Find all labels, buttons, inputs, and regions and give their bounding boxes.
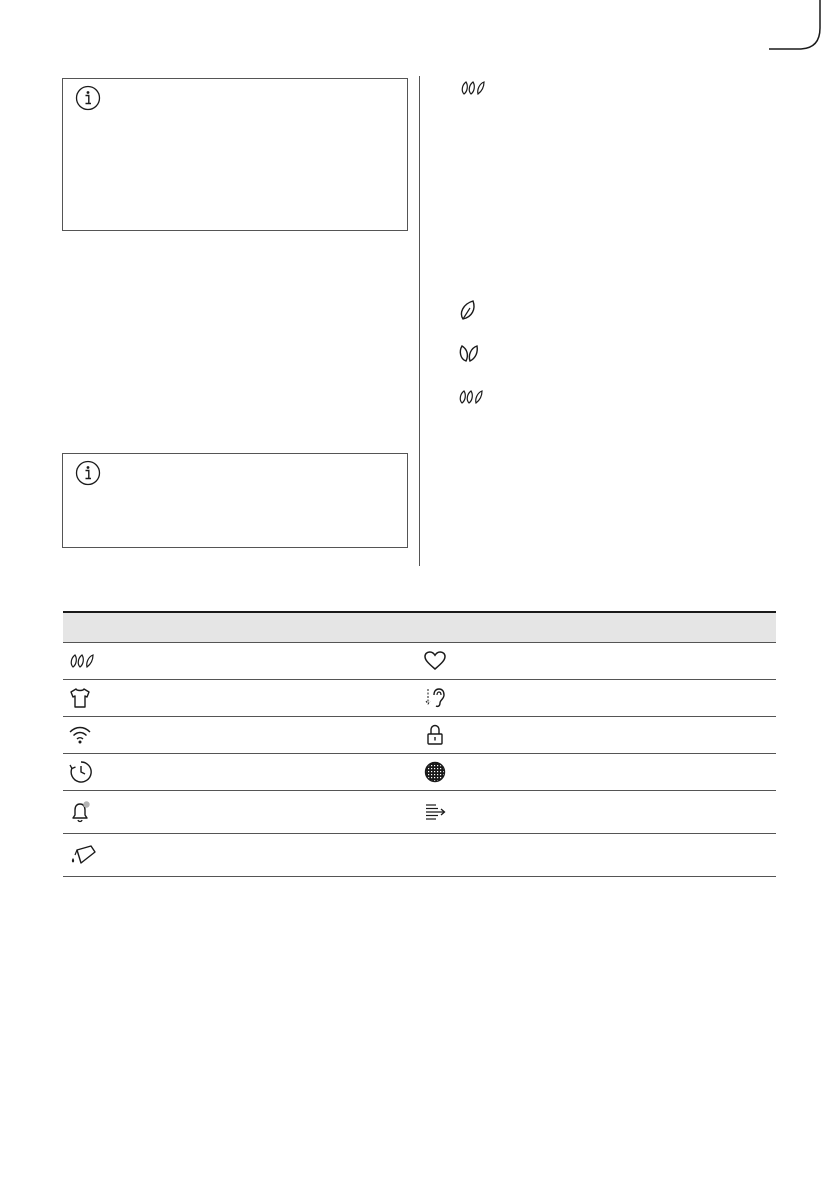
table-cell-text: [180, 790, 418, 833]
info-note-box-bottom: [62, 453, 408, 548]
table-cell-text: [180, 642, 418, 679]
table-cell-icon: [63, 753, 180, 790]
table-header-cell: [63, 612, 180, 642]
tshirt-icon: [69, 687, 91, 709]
eco-three-leaves-icon: [460, 80, 486, 96]
water-container-icon: [69, 843, 97, 867]
table-row: [63, 790, 776, 833]
table-header-cell: [537, 612, 776, 642]
column-divider: [419, 76, 420, 566]
eco-three-leaves-icon: [69, 653, 95, 669]
table-cell-text: [537, 833, 776, 876]
page-corner-mark: [769, 0, 839, 80]
table-cell-icon: [418, 679, 537, 716]
table-header-cell: [180, 612, 418, 642]
table-row: [63, 679, 776, 716]
table-cell-icon: [63, 642, 180, 679]
table-row: [63, 753, 776, 790]
wifi-icon: [69, 725, 91, 745]
table-cell-icon: [418, 716, 537, 753]
table-cell-icon: [63, 716, 180, 753]
symbols-table: [63, 611, 776, 877]
table-row: [63, 642, 776, 679]
ear-sensor-icon: [424, 687, 446, 709]
table-cell-icon: [63, 833, 180, 876]
table-cell-text: [537, 716, 776, 753]
eco-two-leaves-icon: [458, 343, 480, 363]
table-cell-text: [180, 716, 418, 753]
table-cell-empty: [418, 833, 537, 876]
lock-icon: [424, 724, 446, 746]
lines-arrow-icon: [424, 802, 448, 822]
table-cell-text: [180, 833, 418, 876]
info-icon: [75, 460, 101, 486]
table-cell-icon: [418, 642, 537, 679]
table-header-cell: [418, 612, 537, 642]
filter-mesh-icon: [424, 761, 446, 783]
table-cell-icon: [418, 753, 537, 790]
bell-notification-icon: [69, 800, 93, 824]
table-cell-text: [537, 642, 776, 679]
eco-three-leaves-icon: [458, 389, 484, 405]
table-cell-icon: [63, 679, 180, 716]
eco-one-leaf-icon: [458, 299, 478, 321]
table-cell-text: [537, 790, 776, 833]
table-cell-icon: [418, 790, 537, 833]
table-cell-text: [537, 679, 776, 716]
table-cell-text: [180, 753, 418, 790]
table-cell-text: [537, 753, 776, 790]
info-note-box-top: [62, 78, 408, 231]
table-cell-icon: [63, 790, 180, 833]
heart-icon: [424, 651, 446, 671]
clock-refresh-icon: [69, 760, 93, 784]
table-row: [63, 833, 776, 876]
table-header-row: [63, 612, 776, 642]
info-icon: [75, 85, 101, 111]
table-row: [63, 716, 776, 753]
table-cell-text: [180, 679, 418, 716]
